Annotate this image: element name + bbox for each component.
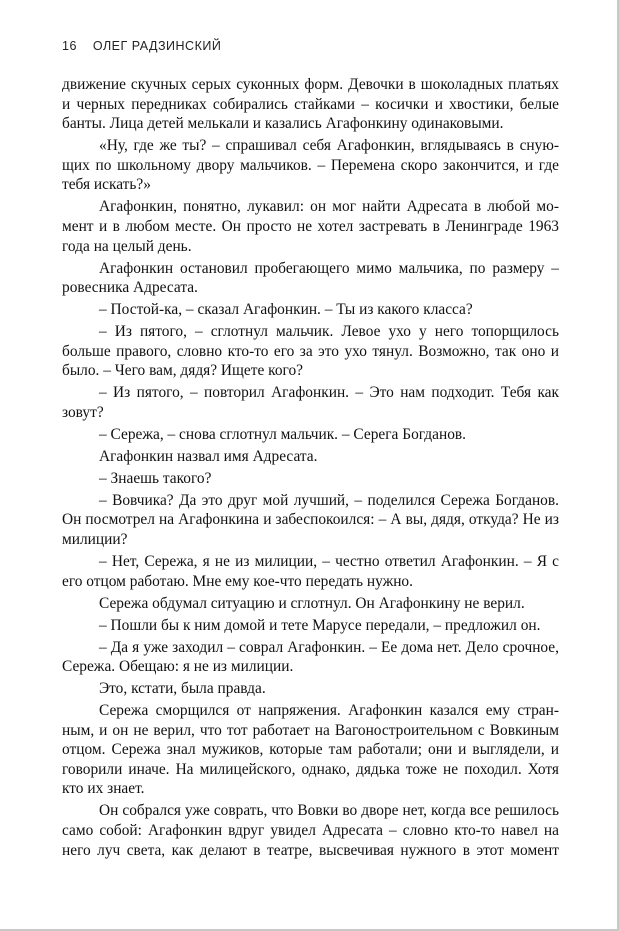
paragraph: движение скучных серых суконных форм. Девочки в шоколадных платьях и черных передниках собирались стайками – косички и хвостики, белые банты. Лица детей мелькали и казались Агафонкину одинаковыми. — [62, 76, 559, 133]
paragraph: Сережа сморщился от напряжения. Агафонкин казался ему странным, и он не верил, что тот работает на Вагоностроительном с Вовкиным отцом. Сережа знал мужиков, которые там работали; они и выглядели, и говорили иначе. На милицейского, однако, дядька тоже не походил. Хотя кто их знает. — [62, 702, 559, 798]
paragraph: – Вовчика? Да это друг мой лучший, – поделился Сережа Богданов. Он посмотрел на Агафонкина и забеспокоился: – А вы, дядя, откуда? Не из милиции? — [62, 491, 559, 548]
paragraph: – Сережа, – снова сглотнул мальчик. – Серега Богданов. — [99, 425, 467, 443]
text-body — [62, 75, 559, 863]
paragraph: Сережа обдумал ситуацию и сглотнул. Он Агафонкину не верил. — [99, 594, 525, 612]
paragraph: – Из пятого, – сглотнул мальчик. Левое ухо у него топорщилось больше правого, словно кто-то его за это ухо тянул. Возможно, так оно и было. – Чего вам, дядя? Ищете кого? — [62, 323, 559, 380]
paragraph: Агафонкин назвал имя Адресата. — [99, 447, 318, 465]
paragraph: – Из пятого, – повторил Агафонкин. – Это нам подходит. Тебя как зовут? — [62, 384, 559, 421]
paragraph: Это, кстати, была правда. — [99, 680, 266, 698]
page-number: 16 — [62, 39, 77, 53]
paragraph: – Постой-ка, – сказал Агафонкин. – Ты из какого класса? — [99, 301, 473, 319]
paragraph: Он собрался уже соврать, что Вовки во дворе нет, когда все решилось само собой: Агафонкин вдруг увидел Адресата – словно кто-то навел на него луч света, как делают в театре, высвечивая нужного в этот момент — [62, 802, 559, 859]
paragraph: Агафонкин, понятно, лукавил: он мог найти Адресата в любой момент и в любом месте. Он просто не хотел застревать в Ленинграде 1963 года на целый день. — [62, 198, 559, 255]
running-title: ОЛЕГ РАДЗИНСКИЙ — [92, 39, 222, 53]
paragraph: Агафонкин остановил пробегающего мимо мальчика, по размеру – ровесника Адресата. — [62, 259, 559, 297]
paragraph: – Пошли бы к ним домой и тете Марусе передали, – предложил он. — [99, 616, 541, 634]
running-head — [62, 39, 221, 53]
paragraph: – Да я уже заходил – соврал Агафонкин. – Ее дома нет. Дело срочное, Сережа. Обещаю: я не из милиции. — [62, 638, 559, 676]
paragraph: – Нет, Сережа, я не из милиции, – честно ответил Агафонкин. – Я с его отцом работаю. Мне ему кое-что передать нужно. — [62, 552, 559, 590]
paragraph: – Знаешь такого? — [99, 469, 212, 487]
paragraph: «Ну, где же ты? – спрашивал себя Агафонкин, вглядываясь в снующих по школьному двору мальчиков. – Перемена скоро закончится, и где тебя искать?» — [62, 137, 559, 194]
